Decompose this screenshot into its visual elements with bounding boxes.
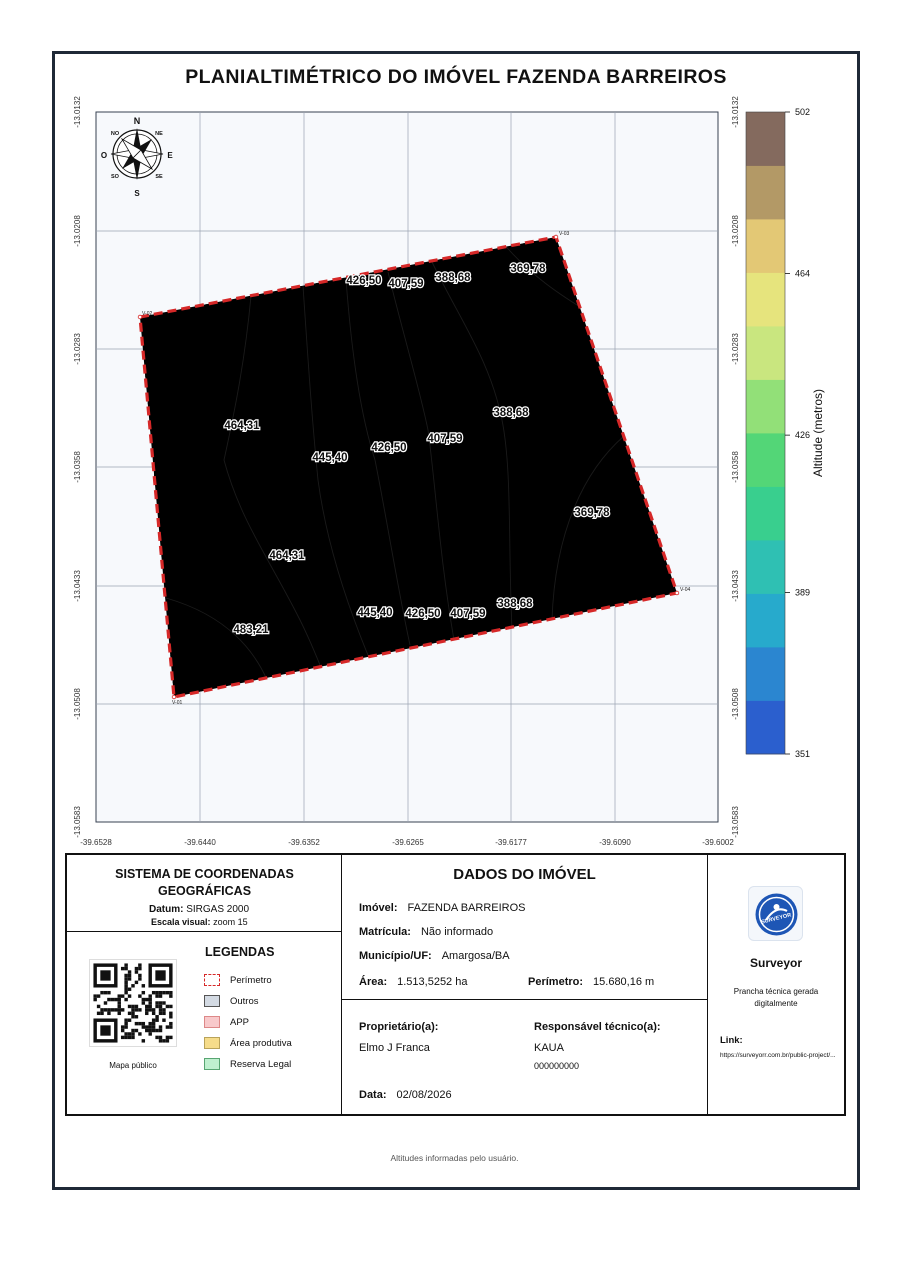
contour-label: 464,31 — [224, 420, 260, 432]
compass-n: N — [133, 116, 141, 126]
lat-tick-label-right: -13.0583 — [731, 806, 740, 838]
area-value: 1.513,5252 ha — [397, 976, 468, 988]
contour-label: 388,68 — [493, 407, 529, 419]
contour-label: 388,68 — [435, 272, 471, 284]
colorbar-label: Altitude (metros) — [811, 388, 825, 478]
compass-s: S — [134, 189, 140, 198]
contour-label: 388,68 — [497, 598, 533, 610]
responsavel-id: 000000000 — [534, 1061, 580, 1071]
datum-label: Datum: — [149, 904, 184, 915]
colorbar-band — [746, 594, 785, 648]
legend-item-perimeter — [204, 973, 272, 987]
vertex-label: V-01 — [172, 700, 183, 706]
imovel-row — [359, 902, 526, 914]
vertex-label: V-04 — [680, 587, 691, 593]
colorbar-band — [746, 433, 785, 487]
responsavel-label: Responsável técnico(a): — [534, 1021, 661, 1033]
scale-value: zoom 15 — [213, 917, 248, 927]
perimetro-value: 15.680,16 m — [593, 976, 655, 988]
municipio-row — [359, 950, 510, 962]
legend-swatch-area-produtiva — [204, 1037, 220, 1049]
scale-label: Escala visual: — [151, 917, 211, 927]
lat-tick-label-right: -13.0508 — [731, 688, 740, 720]
legend-label-reserva-legal: Reserva Legal — [230, 1058, 292, 1070]
responsavel-label-row — [534, 1021, 671, 1033]
contour-label: 369,78 — [574, 507, 610, 519]
altitude-colorbar — [746, 107, 825, 759]
legend-swatch-app — [204, 1016, 220, 1028]
legend-swatch-outros — [204, 995, 220, 1007]
brand-name: Surveyor — [749, 956, 803, 970]
lat-tick-label-right: -13.0358 — [731, 451, 740, 483]
colorbar-band — [746, 112, 785, 166]
contour-label: 407,59 — [427, 433, 463, 445]
vertex-point — [172, 695, 176, 699]
colorbar-tick-label: 464 — [795, 268, 811, 279]
vertex-point — [554, 235, 558, 239]
contour-label: 445,40 — [357, 607, 393, 619]
qr-code-icon — [89, 959, 177, 1047]
legend-label-app: APP — [230, 1016, 250, 1028]
compass-no: NO — [110, 131, 120, 137]
contour-label: 426,50 — [405, 608, 441, 620]
contour-label: 426,50 — [371, 442, 407, 454]
property-data-column — [342, 855, 708, 1114]
compass-e: E — [167, 151, 173, 160]
property-data-title: DADOS DO IMÓVEL — [453, 866, 596, 883]
responsavel-value: KAUA — [534, 1042, 564, 1054]
compass-so: SO — [111, 174, 119, 180]
colorbar-band — [746, 701, 785, 755]
contour-label: 407,59 — [450, 608, 486, 620]
proprietario-value: Elmo J Franca — [359, 1042, 430, 1054]
colorbar-band — [746, 647, 785, 701]
legend-item-reserva-legal — [204, 1057, 291, 1071]
public-project-link[interactable]: https://surveyorr.com.br/public-project/... — [720, 1052, 836, 1059]
contour-label: 445,40 — [312, 452, 348, 464]
legend-swatch-reserva-legal — [204, 1058, 220, 1070]
link-label: Link: — [720, 1035, 743, 1046]
data-label: Data: — [359, 1089, 387, 1101]
lat-tick-label-left: -13.0433 — [73, 570, 82, 602]
contour-label: 464,31 — [269, 550, 305, 562]
data-value: 02/08/2026 — [396, 1089, 452, 1101]
area-row — [359, 976, 467, 988]
lat-tick-label-left: -13.0358 — [73, 451, 82, 483]
contour-label: 426,50 — [346, 275, 382, 287]
lon-tick-label: -39.6440 — [184, 838, 216, 847]
lon-tick-label: -39.6265 — [392, 838, 424, 847]
legend-title: LEGENDAS — [205, 945, 275, 959]
data-row — [359, 1089, 452, 1101]
datum-row — [149, 904, 249, 915]
lon-tick-label: -39.6177 — [495, 838, 527, 847]
proprietario-label: Proprietário(a): — [359, 1021, 439, 1033]
scale-row — [151, 917, 248, 927]
colorbar-tick-label: 502 — [795, 107, 811, 117]
lat-tick-label-left: -13.0508 — [73, 688, 82, 720]
footer-note: Altitudes informadas pelo usuário. — [390, 1153, 519, 1163]
colorbar-band — [746, 219, 785, 273]
vertex-label: V-02 — [142, 311, 153, 317]
compass-w: O — [100, 151, 108, 160]
lon-tick-label: -39.6090 — [599, 838, 631, 847]
coordinate-system-title: SISTEMA DE COORDENADAS GEOGRÁFICAS — [115, 867, 294, 898]
lat-tick-label-right: -13.0132 — [731, 96, 740, 128]
info-panel — [65, 853, 846, 1116]
page-title: PLANIALTIMÉTRICO DO IMÓVEL FAZENDA BARREIROS — [185, 66, 727, 88]
contour-label: 369,78 — [510, 263, 546, 275]
legend-label-perimeter: Perímetro — [230, 974, 272, 986]
legend-item-area-produtiva — [204, 1036, 292, 1050]
municipio-value: Amargosa/BA — [441, 950, 510, 962]
matricula-label: Matrícula: — [359, 926, 411, 938]
colorbar-band — [746, 273, 785, 327]
colorbar-band — [746, 487, 785, 541]
municipio-label: Município/UF: — [359, 950, 432, 962]
perimetro-label: Perímetro: — [528, 976, 584, 988]
proprietario-label-row — [359, 1021, 448, 1033]
lat-tick-label-left: -13.0132 — [73, 96, 82, 128]
lat-tick-label-left: -13.0283 — [73, 333, 82, 365]
matricula-value: Não informado — [420, 926, 494, 938]
lon-tick-label: -39.6528 — [80, 838, 112, 847]
imovel-label: Imóvel: — [359, 902, 398, 914]
contour-label: 483,21 — [233, 624, 269, 636]
lat-tick-label-left: -13.0583 — [73, 806, 82, 838]
lon-tick-label: -39.6002 — [702, 838, 734, 847]
legend-swatch-perimeter — [204, 974, 220, 986]
colorbar-band — [746, 326, 785, 380]
lat-tick-label-right: -13.0208 — [731, 215, 740, 247]
lon-tick-label: -39.6352 — [288, 838, 320, 847]
coordinates-legend-column — [67, 855, 342, 1114]
imovel-value: FAZENDA BARREIROS — [407, 902, 526, 914]
vertex-point — [675, 591, 679, 595]
colorbar-tick-label: 426 — [795, 430, 811, 441]
brand-column — [708, 855, 844, 1114]
matricula-row — [359, 926, 493, 938]
colorbar-band — [746, 540, 785, 594]
colorbar-band — [746, 380, 785, 434]
logo-text: SURVEYOR — [760, 912, 792, 926]
brand-subtitle: Prancha técnica gerada digitalmente — [733, 987, 819, 1008]
lat-tick-label-right: -13.0283 — [731, 333, 740, 365]
contour-label: 407,59 — [388, 278, 424, 290]
lat-tick-label-right: -13.0433 — [731, 570, 740, 602]
legend-item-outros — [204, 994, 259, 1008]
legend-label-outros: Outros — [230, 995, 259, 1007]
lat-tick-label-left: -13.0208 — [73, 215, 82, 247]
colorbar-band — [746, 166, 785, 220]
surveyor-logo — [748, 886, 803, 941]
legend-label-area-produtiva: Área produtiva — [230, 1037, 292, 1049]
colorbar-tick-label: 389 — [795, 587, 811, 598]
vertex-label: V-03 — [559, 231, 570, 237]
perimetro-row — [528, 976, 654, 988]
colorbar-tick-label: 351 — [795, 749, 811, 759]
compass-se: SE — [155, 174, 163, 180]
legend-item-app — [204, 1015, 249, 1029]
compass-ne: NE — [155, 131, 163, 137]
datum-value: SIRGAS 2000 — [186, 904, 250, 915]
qr-caption: Mapa público — [109, 1061, 157, 1070]
area-label: Área: — [359, 976, 388, 988]
